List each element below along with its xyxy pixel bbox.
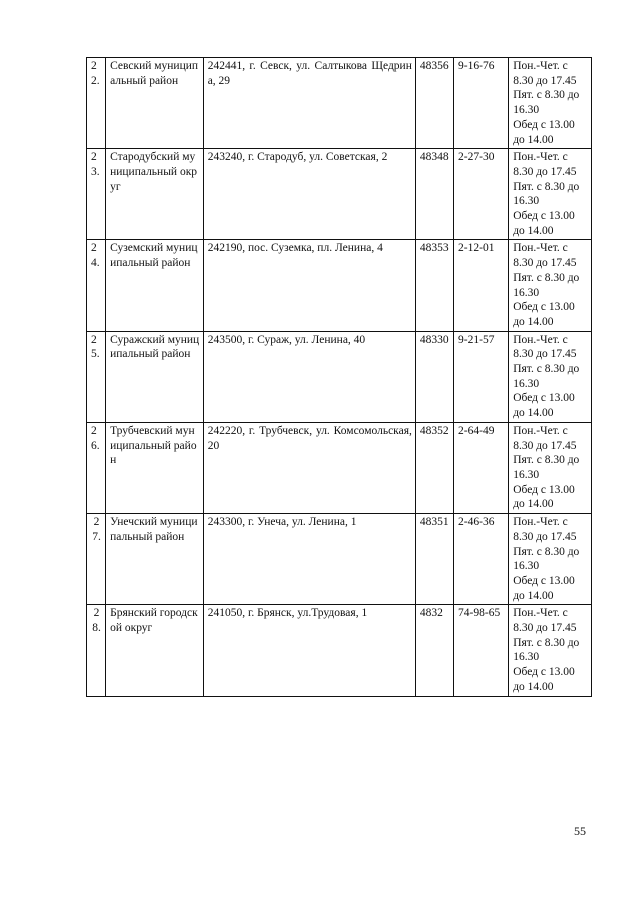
phone-number: 2-12-01 — [454, 240, 509, 331]
address: 242441, г. Севск, ул. Салтыкова Щедрина, 29 — [203, 58, 415, 149]
municipality-name: Стародубский муниципальный округ — [106, 149, 204, 240]
hours-line: Пон.-Чет. с — [513, 242, 568, 255]
municipality-name: Брянский городской округ — [106, 605, 204, 696]
hours-line: Обед с 13.00 — [513, 392, 575, 405]
hours-line: до 14.00 — [513, 498, 554, 511]
table-row — [87, 605, 592, 696]
hours-line: до 14.00 — [513, 133, 554, 146]
hours-line: Обед с 13.00 — [513, 483, 575, 496]
row-number: 25. — [87, 331, 106, 422]
row-number: 22. — [87, 58, 106, 149]
phone-code: 48356 — [415, 58, 453, 149]
hours-line: 16.30 — [513, 286, 540, 299]
phone-code: 48353 — [415, 240, 453, 331]
hours-line: Пон.-Чет. с — [513, 60, 568, 72]
table-row — [87, 149, 592, 240]
address: 241050, г. Брянск, ул.Трудовая, 1 — [203, 605, 415, 696]
municipality-name: Унечский муниципальный район — [106, 514, 204, 605]
hours-line: Пон.-Чет. с — [513, 424, 568, 437]
page-number: 55 — [574, 824, 586, 838]
hours-line: Пон.-Чет. с — [513, 607, 568, 620]
hours-line: Пят. с 8.30 до — [513, 89, 580, 102]
municipality-name: Трубчевский муниципальный район — [106, 422, 204, 513]
hours-line: 16.30 — [513, 560, 540, 573]
row-number: 27. — [87, 514, 106, 605]
table-row — [87, 58, 592, 149]
phone-number: 9-21-57 — [454, 331, 509, 422]
hours-line: Обед с 13.00 — [513, 118, 575, 131]
offices-table — [86, 57, 592, 697]
hours-line: Обед с 13.00 — [513, 301, 575, 314]
hours-line: 16.30 — [513, 104, 540, 117]
phone-code: 48352 — [415, 422, 453, 513]
hours-line: Пон.-Чет. с — [513, 333, 568, 346]
municipality-name: Севский муниципальный район — [106, 58, 204, 149]
hours-line: Пят. с 8.30 до — [513, 545, 580, 558]
hours-line: Обед с 13.00 — [513, 666, 575, 679]
hours-line: Обед с 13.00 — [513, 574, 575, 587]
phone-number: 2-64-49 — [454, 422, 509, 513]
working-hours — [509, 58, 592, 149]
phone-code: 48351 — [415, 514, 453, 605]
hours-line: до 14.00 — [513, 407, 554, 420]
hours-line: до 14.00 — [513, 224, 554, 237]
municipality-name: Суражский муниципальный район — [106, 331, 204, 422]
address: 242190, пос. Суземка, пл. Ленина, 4 — [203, 240, 415, 331]
row-number: 28. — [87, 605, 106, 696]
phone-code: 48348 — [415, 149, 453, 240]
hours-line: 8.30 до 17.45 — [513, 622, 577, 635]
hours-line: Обед с 13.00 — [513, 210, 575, 223]
hours-line: 8.30 до 17.45 — [513, 439, 577, 452]
working-hours — [509, 149, 592, 240]
hours-line: до 14.00 — [513, 589, 554, 602]
hours-line: 16.30 — [513, 195, 540, 208]
hours-line: Пят. с 8.30 до — [513, 454, 580, 467]
address: 243240, г. Стародуб, ул. Советская, 2 — [203, 149, 415, 240]
phone-number: 2-27-30 — [454, 149, 509, 240]
table-row — [87, 422, 592, 513]
hours-line: 8.30 до 17.45 — [513, 74, 577, 87]
phone-code: 4832 — [415, 605, 453, 696]
phone-number: 74-98-65 — [454, 605, 509, 696]
hours-line: Пят. с 8.30 до — [513, 271, 580, 284]
working-hours — [509, 422, 592, 513]
hours-line: до 14.00 — [513, 680, 554, 693]
hours-line: Пят. с 8.30 до — [513, 180, 580, 193]
table-row — [87, 240, 592, 331]
address: 243500, г. Сураж, ул. Ленина, 40 — [203, 331, 415, 422]
hours-line: Пон.-Чет. с — [513, 516, 568, 529]
hours-line: 16.30 — [513, 377, 540, 390]
phone-number: 2-46-36 — [454, 514, 509, 605]
working-hours — [509, 240, 592, 331]
hours-line: 16.30 — [513, 468, 540, 481]
hours-line: 8.30 до 17.45 — [513, 257, 577, 270]
hours-line: 8.30 до 17.45 — [513, 530, 577, 543]
table-row — [87, 514, 592, 605]
hours-line: до 14.00 — [513, 315, 554, 328]
address: 243300, г. Унеча, ул. Ленина, 1 — [203, 514, 415, 605]
row-number: 23. — [87, 149, 106, 240]
hours-line: 8.30 до 17.45 — [513, 348, 577, 361]
municipality-name: Суземский муниципальный район — [106, 240, 204, 331]
hours-line: Пон.-Чет. с — [513, 151, 568, 164]
hours-line: 8.30 до 17.45 — [513, 165, 577, 178]
working-hours — [509, 331, 592, 422]
working-hours — [509, 605, 592, 696]
row-number: 26. — [87, 422, 106, 513]
table-row — [87, 331, 592, 422]
hours-line: 16.30 — [513, 651, 540, 664]
hours-line: Пят. с 8.30 до — [513, 363, 580, 376]
phone-number: 9-16-76 — [454, 58, 509, 149]
working-hours — [509, 514, 592, 605]
phone-code: 48330 — [415, 331, 453, 422]
row-number: 24. — [87, 240, 106, 331]
hours-line: Пят. с 8.30 до — [513, 636, 580, 649]
address: 242220, г. Трубчевск, ул. Комсомольская, 20 — [203, 422, 415, 513]
